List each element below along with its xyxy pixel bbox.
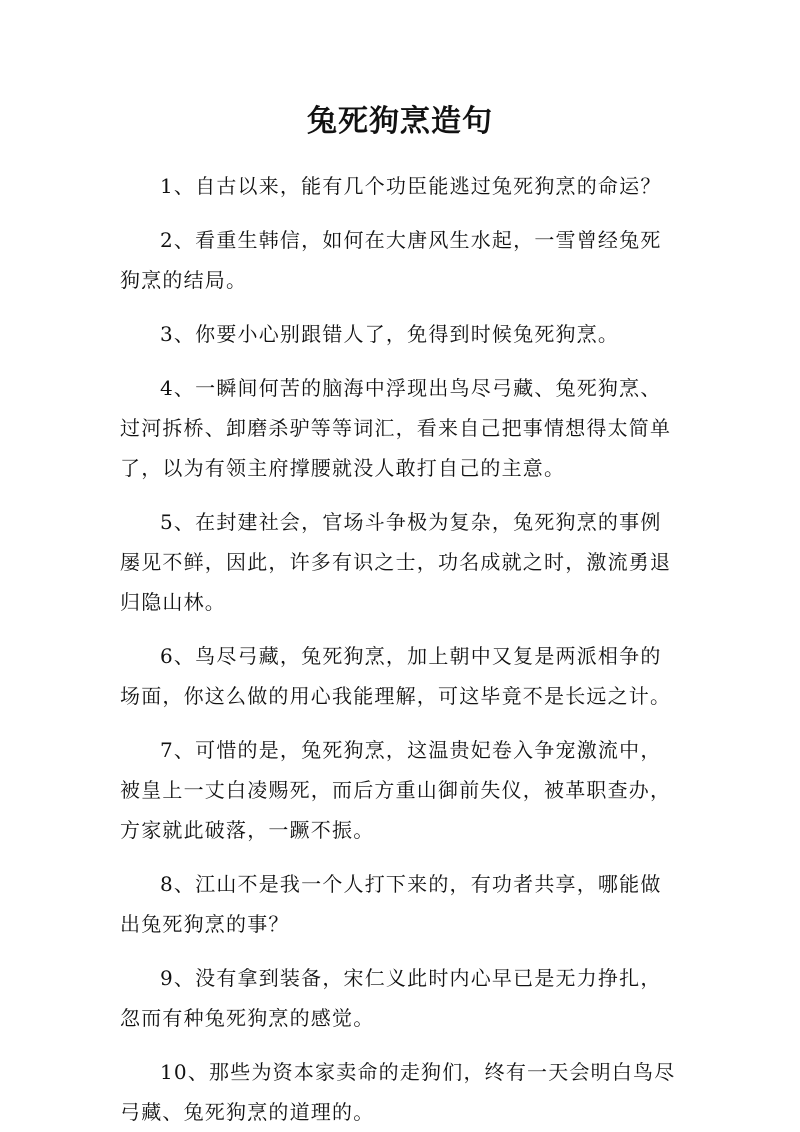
document-title: 兔死狗烹造句 <box>307 104 493 139</box>
sentence-list <box>120 166 680 1132</box>
sentence-item-2: 2、看重生韩信，如何在大唐风生水起，一雪曾经兔死狗烹的结局。 <box>120 228 662 292</box>
sentence-item-10: 10、那些为资本家卖命的走狗们，终有一天会明白鸟尽弓藏、兔死狗烹的道理的。 <box>120 1060 676 1124</box>
sentence-item-8: 8、江山不是我一个人打下来的，有功者共享，哪能做出兔死狗烹的事？ <box>120 872 662 936</box>
sentence-item-6: 6、鸟尽弓藏，兔死狗烹，加上朝中又复是两派相争的场面，你这么做的用心我能理解，可这毕竟不是长远之计。 <box>120 644 672 708</box>
sentence-item-3: 3、你要小心别跟错人了，免得到时候兔死狗烹。 <box>160 322 620 346</box>
sentence-item-9: 9、没有拿到装备，宋仁义此时内心早已是无力挣扎，忽而有种兔死狗烹的感觉。 <box>120 966 662 1030</box>
sentence-item-5: 5、在封建社会，官场斗争极为复杂，兔死狗烹的事例屡见不鲜，因此，许多有识之士，功名成就之时，激流勇退归隐山林。 <box>120 510 672 614</box>
sentence-item-4: 4、一瞬间何苦的脑海中浮现出鸟尽弓藏、兔死狗烹、过河拆桥、卸磨杀驴等等词汇，看来自己把事情想得太简单了，以为有领主府撑腰就没人敢打自己的主意。 <box>120 376 672 480</box>
sentence-item-1: 1、自古以来，能有几个功臣能逃过兔死狗烹的命运？ <box>160 174 662 198</box>
sentence-item-7: 7、可惜的是，兔死狗烹，这温贵妃卷入争宠激流中，被皇上一丈白凌赐死，而后方重山御前失仪，被革职查办，方家就此破落，一蹶不振。 <box>120 738 672 842</box>
